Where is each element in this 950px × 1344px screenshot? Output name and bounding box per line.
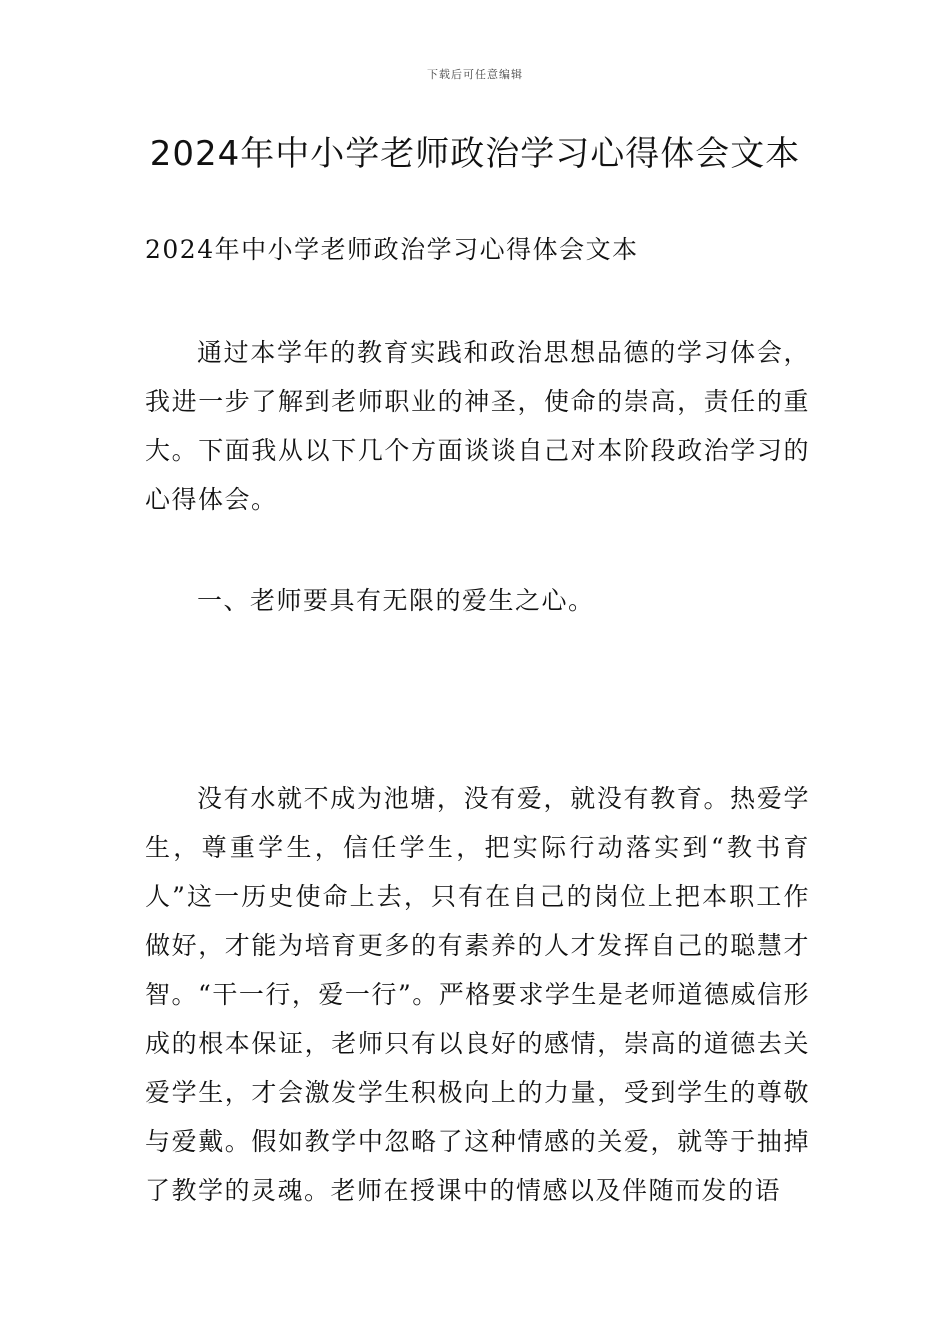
document-subtitle: 2024年中小学老师政治学习心得体会文本	[145, 235, 639, 264]
body-paragraph: 没有水就不成为池塘，没有爱，就没有教育。热爱学生，尊重学生，信任学生，把实际行动落实到“教书育人”这一历史使命上去，只有在自己的岗位上把本职工作做好，才能为培育更多的有素养的人才发挥自己的聪慧才智。“干一行，爱一行”。严格要求学生是老师道德威信形成的根本保证，老师只有以良好的感情，崇高的道德去关爱学生，才会激发学生积极向上的力量，受到学生的尊敬与爱戴。假如教学中忽略了这种情感的关爱，就等于抽掉了教学的灵魂。老师在授课中的情感以及伴随而发的语	[145, 784, 810, 1205]
section-heading: 一、老师要具有无限的爱生之心。	[197, 586, 595, 615]
intro-paragraph: 通过本学年的教育实践和政治思想品德的学习体会，我进一步了解到老师职业的神圣，使命的崇高，责任的重大。下面我从以下几个方面谈谈自己对本阶段政治学习的心得体会。	[145, 338, 810, 514]
header-note: 下载后可任意编辑	[427, 68, 523, 81]
document-title: 2024年中小学老师政治学习心得体会文本	[149, 134, 801, 174]
